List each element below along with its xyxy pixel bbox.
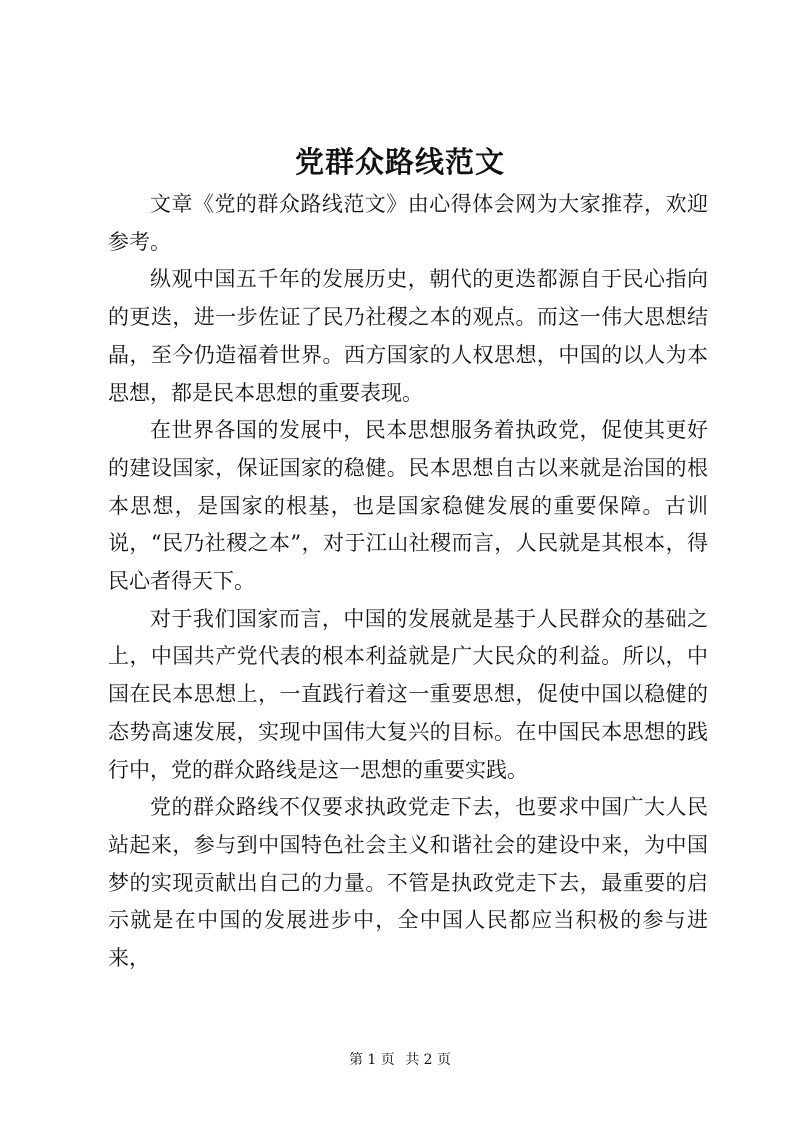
page-total: 共 2 页 — [405, 1052, 452, 1068]
paragraph-mass-line: 党的群众路线不仅要求执政党走下去，也要求中国广大人民站起来，参与到中国特色社会主义和谐社会的建设中来，为中国梦的实现贡献出自己的力量。不管是执政党走下去，最重要的启示就是在中国的发展进步中，全中国人民都应当积极的参与进来， — [108, 795, 708, 971]
document-body — [108, 186, 708, 978]
paragraph-china: 对于我们国家而言，中国的发展就是基于人民群众的基础之上，中国共产党代表的根本利益就是广大民众的利益。所以，中国在民本思想上，一直践行着这一重要思想，促使中国以稳健的态势高速发展，实现中国伟大复兴的目标。在中国民本思想的践行中，党的群众路线是这一思想的重要实践。 — [108, 606, 708, 782]
page-number: 第 1 页 — [348, 1052, 395, 1068]
paragraph-history: 纵观中国五千年的发展历史，朝代的更迭都源自于民心指向的更迭，进一步佐证了民乃社稷之本的观点。而这一伟大思想结晶，至今仍造福着世界。西方国家的人权思想，中国的以人为本思想，都是民本思想的重要表现。 — [108, 267, 708, 405]
document-title: 党群众路线范文 — [294, 145, 505, 179]
page-footer — [0, 1050, 800, 1070]
paragraph-intro: 文章《党的群众路线范文》由心得体会网为大家推荐，欢迎参考。 — [108, 192, 708, 254]
paragraph-world: 在世界各国的发展中，民本思想服务着执政党，促使其更好的建设国家，保证国家的稳健。民本思想自古以来就是治国的根本思想，是国家的根基，也是国家稳健发展的重要保障。古训说，“民乃社稷之本”，对于江山社稷而言，人民就是其根本，得民心者得天下。 — [108, 418, 708, 594]
